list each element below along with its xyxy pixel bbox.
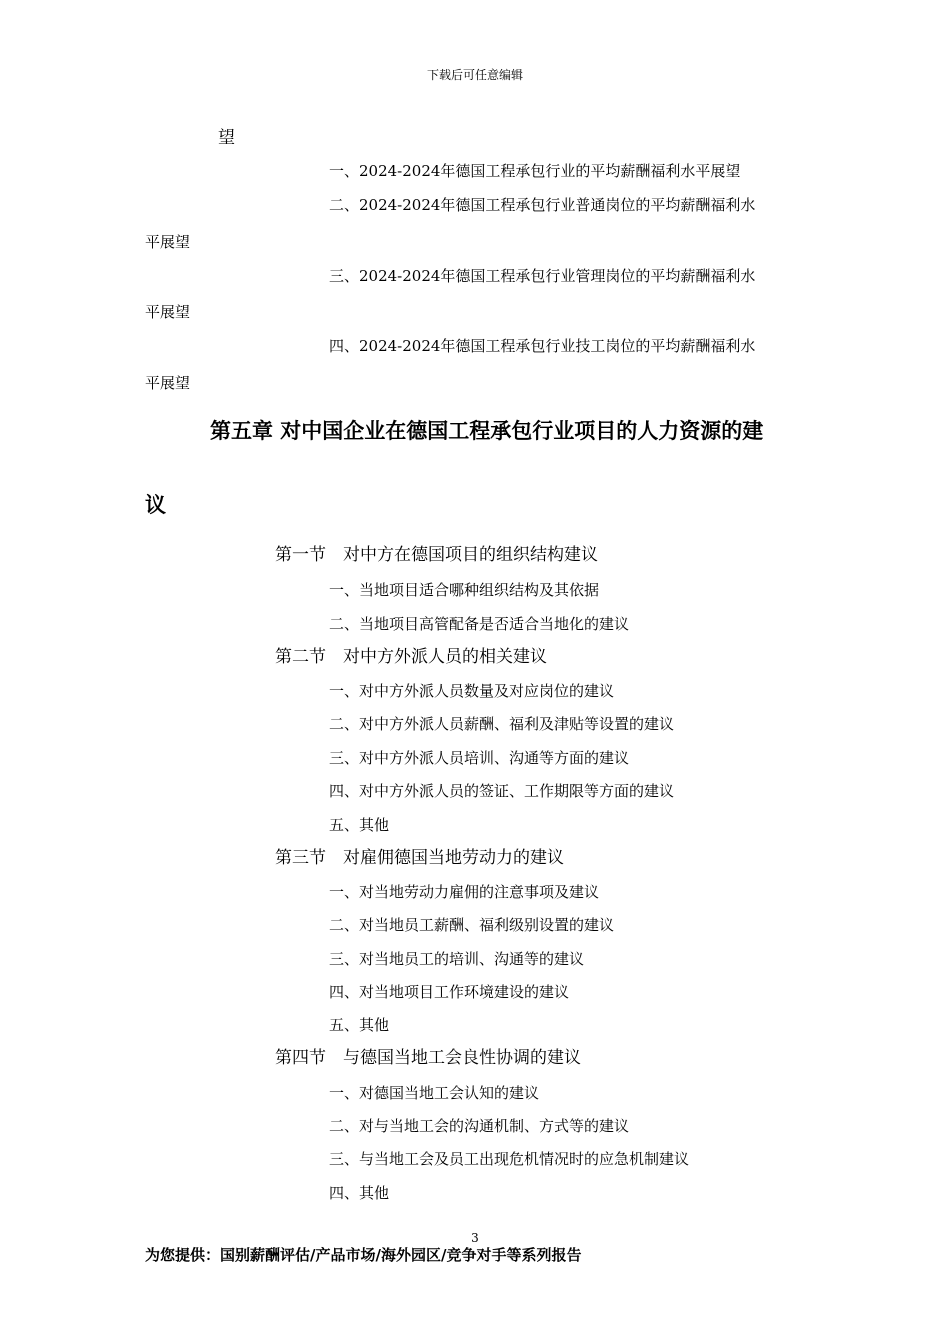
toc-item-wrap: 平展望 xyxy=(145,233,191,251)
toc-item: 一、2024-2024年德国工程承包行业的平均薪酬福利水平展望 xyxy=(329,162,741,180)
toc-item: 五、其他 xyxy=(329,816,390,834)
chapter-title-wrap: 议 xyxy=(145,493,166,517)
toc-item: 三、与当地工会及员工出现危机情况时的应急机制建议 xyxy=(329,1150,690,1168)
toc-item: 二、2024-2024年德国工程承包行业普通岗位的平均薪酬福利水 xyxy=(329,196,756,214)
toc-item: 四、对当地项目工作环境建设的建议 xyxy=(329,983,570,1001)
toc-item: 一、当地项目适合哪种组织结构及其依据 xyxy=(329,581,600,599)
toc-item: 三、2024-2024年德国工程承包行业管理岗位的平均薪酬福利水 xyxy=(329,267,756,285)
toc-item: 三、对当地员工的培训、沟通等的建议 xyxy=(329,950,585,968)
toc-item-wrap: 平展望 xyxy=(145,303,191,321)
toc-item: 一、对当地劳动力雇佣的注意事项及建议 xyxy=(329,883,600,901)
section-title: 第二节 对中方外派人员的相关建议 xyxy=(275,647,547,667)
toc-continuation: 望 xyxy=(218,128,235,148)
section-title: 第四节 与德国当地工会良性协调的建议 xyxy=(275,1048,581,1068)
chapter-title: 第五章 对中国企业在德国工程承包行业项目的人力资源的建 xyxy=(210,419,764,443)
toc-item: 一、对中方外派人员数量及对应岗位的建议 xyxy=(329,682,615,700)
toc-item: 四、其他 xyxy=(329,1184,390,1202)
toc-item: 五、其他 xyxy=(329,1016,390,1034)
toc-item: 一、对德国当地工会认知的建议 xyxy=(329,1084,540,1102)
toc-item: 二、对当地员工薪酬、福利级别设置的建议 xyxy=(329,916,615,934)
toc-item: 二、当地项目高管配备是否适合当地化的建议 xyxy=(329,615,630,633)
toc-item: 四、2024-2024年德国工程承包行业技工岗位的平均薪酬福利水 xyxy=(329,337,756,355)
page-header-note: 下载后可任意编辑 xyxy=(426,68,523,82)
toc-item: 三、对中方外派人员培训、沟通等方面的建议 xyxy=(329,749,630,767)
toc-item-wrap: 平展望 xyxy=(145,374,191,392)
toc-item: 四、对中方外派人员的签证、工作期限等方面的建议 xyxy=(329,782,675,800)
toc-item: 二、对中方外派人员薪酬、福利及津贴等设置的建议 xyxy=(329,715,675,733)
section-title: 第三节 对雇佣德国当地劳动力的建议 xyxy=(275,848,564,868)
toc-item: 二、对与当地工会的沟通机制、方式等的建议 xyxy=(329,1117,630,1135)
footer-text: 为您提供：国别薪酬评估/产品市场/海外园区/竞争对手等系列报告 xyxy=(145,1246,582,1264)
section-title: 第一节 对中方在德国项目的组织结构建议 xyxy=(275,545,598,565)
page-number: 3 xyxy=(471,1231,479,1245)
